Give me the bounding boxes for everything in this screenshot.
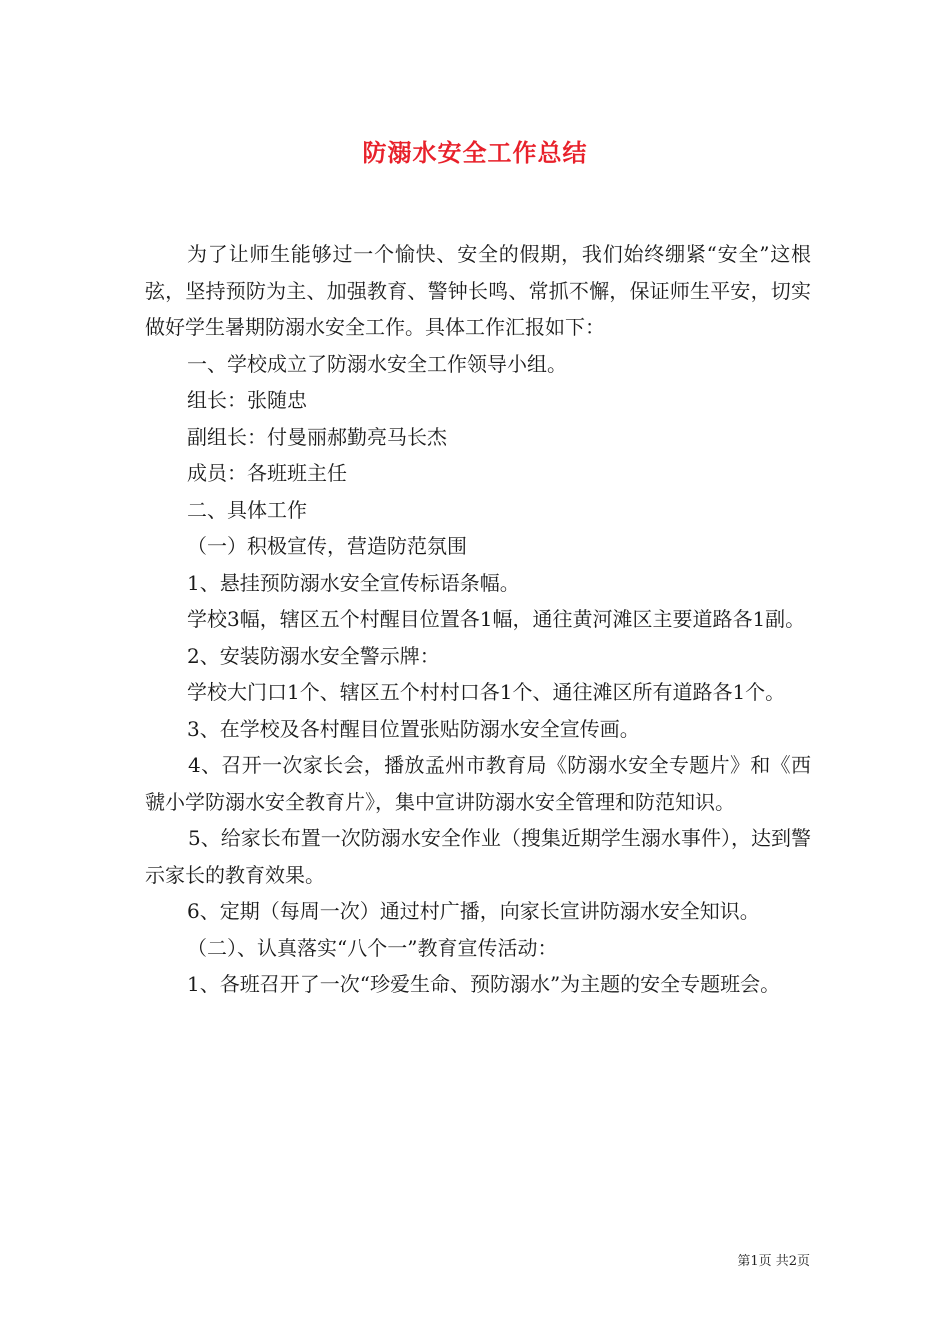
paragraph-subsection-2-item-1: 1、各班召开了一次“珍爱生命、预防溺水”为主题的安全专题班会。 — [187, 972, 781, 996]
paragraph-members: 成员：各班班主任 — [187, 461, 347, 485]
paragraph-item-6: 6、定期（每周一次）通过村广播，向家长宣讲防溺水安全知识。 — [187, 899, 760, 923]
paragraph-intro: 为了让师生能够过一个愉快、安全的假期，我们始终绷紧“安全”这根弦，坚持预防为主、加强教育、警钟长鸣、常抓不懈，保证师生平安，切实做好学生暑期防溺水安全工作。具体工作汇报如下： — [145, 242, 811, 339]
paragraph-subsection-1: （一）积极宣传，营造防范氛围 — [187, 534, 467, 558]
paragraph-item-1: 1、悬挂预防溺水安全宣传标语条幅。 — [187, 570, 520, 595]
paragraph-item-1-detail: 学校3幅，辖区五个村醒目位置各1幅，通往黄河滩区主要道路各1副。 — [187, 607, 806, 631]
paragraph-item-2: 2、安装防溺水安全警示牌： — [187, 643, 440, 668]
paragraph-subsection-2: （二）、认真落实“八个一”教育宣传活动： — [187, 935, 558, 960]
paragraph-leader: 组长：张随忠 — [187, 388, 307, 412]
paragraph-item-4: 4、召开一次家长会，播放孟州市教育局《防溺水安全专题片》和《西虢小学防溺水安全教育片》，集中宣讲防溺水安全管理和防范知识。 — [145, 753, 811, 814]
paragraph-deputy-leader: 副组长：付曼丽郝勤亮马长杰 — [187, 424, 447, 449]
paragraph-item-2-detail: 学校大门口1个、辖区五个村村口各1个、通往滩区所有道路各1个。 — [187, 680, 786, 704]
paragraph-section-1: 一、学校成立了防溺水安全工作领导小组。 — [187, 351, 567, 376]
paragraph-section-2: 二、具体工作 — [187, 497, 307, 522]
document-title: 防溺水安全工作总结 — [362, 138, 588, 167]
page-number: 第1页 共2页 — [737, 1254, 810, 1269]
document-body — [145, 236, 811, 1003]
paragraph-item-3: 3、在学校及各村醒目位置张贴防溺水安全宣传画。 — [187, 716, 640, 741]
paragraph-item-5: 5、给家长布置一次防溺水安全作业（搜集近期学生溺水事件），达到警示家长的教育效果。 — [145, 826, 811, 887]
